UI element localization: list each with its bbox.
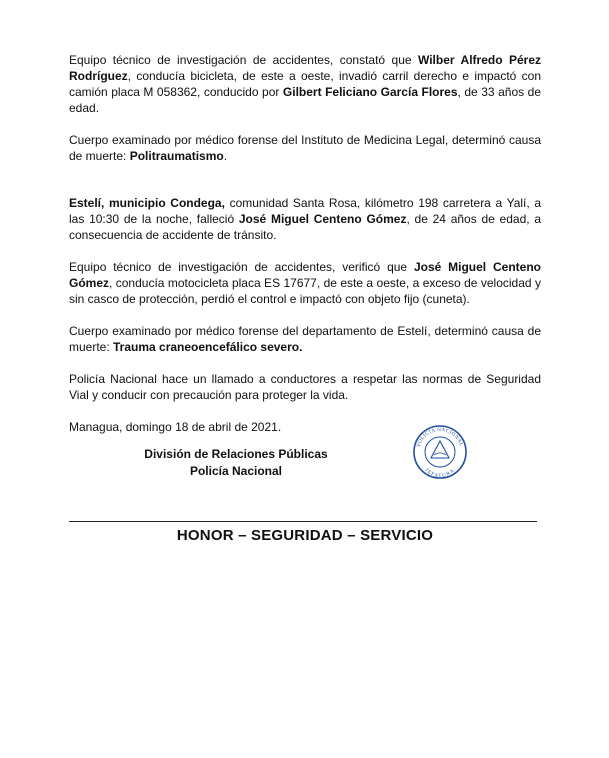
person-name: Wilber Alfredo Pérez Rodríguez [69, 53, 542, 83]
footer-motto: HONOR – SEGURIDAD – SERVICIO [176, 527, 434, 544]
text: Equipo técnico de investigación de accidentes, constató que [69, 53, 418, 67]
paragraph-4 [69, 259, 541, 307]
person-name: José Miguel Centeno Gómez [238, 212, 407, 226]
text: . [223, 149, 228, 163]
paragraph-6: Policía Nacional hace un llamado a conductores a respetar las normas de Seguridad Vial y conducir con precaución para proteger la vida. [69, 372, 541, 402]
text: Cuerpo examinado por médico forense del Instituto de Medicina Legal, determinó causa de muerte: [69, 133, 541, 163]
text: comunidad Santa Rosa, kilómetro 198 carretera a Yalí, a las 10:30 de la noche, falleció [69, 196, 542, 226]
text: , de 24 años de edad, a consecuencia de accidente de tránsito. [69, 212, 541, 242]
date-line: Managua, domingo 18 de abril de 2021. [69, 420, 282, 434]
document-body [69, 52, 541, 435]
person-name: José Miguel Centeno Gómez [69, 260, 541, 290]
location: Estelí, municipio Condega, [69, 196, 225, 210]
police-seal-icon [409, 424, 471, 480]
seal-top-text: POLICÍA NACIONAL [415, 426, 465, 448]
text: , conducía motocicleta placa ES 17677, de este a oeste, a exceso de velocidad y sin casco de protección, perdió el control e impactó con objeto fijo (cuneta). [69, 276, 541, 306]
footer-divider [69, 521, 537, 522]
paragraph-1 [69, 52, 541, 116]
person-name: Gilbert Feliciano García Flores [282, 85, 458, 99]
paragraph-5 [69, 323, 541, 355]
paragraph-2 [69, 132, 541, 164]
paragraph-3 [69, 195, 541, 243]
signature-department: División de Relaciones Públicas [144, 447, 328, 461]
text: , conducía bicicleta, de este a oeste, invadió carril derecho e impactó con camión placa M 058362, conducido por [69, 69, 541, 99]
text: Equipo técnico de investigación de accidentes, verificó que [69, 260, 414, 274]
cause-of-death: Trauma craneoencefálico severo. [113, 340, 303, 354]
signature-organization: Policía Nacional [189, 464, 283, 478]
cause-of-death: Politraumatismo [129, 149, 224, 163]
text: Cuerpo examinado por médico forense del departamento de Estelí, determinó causa de muerte: [69, 324, 541, 354]
text: , de 33 años de edad. [69, 85, 542, 115]
seal-bottom-text: JEFATURA [423, 467, 457, 480]
